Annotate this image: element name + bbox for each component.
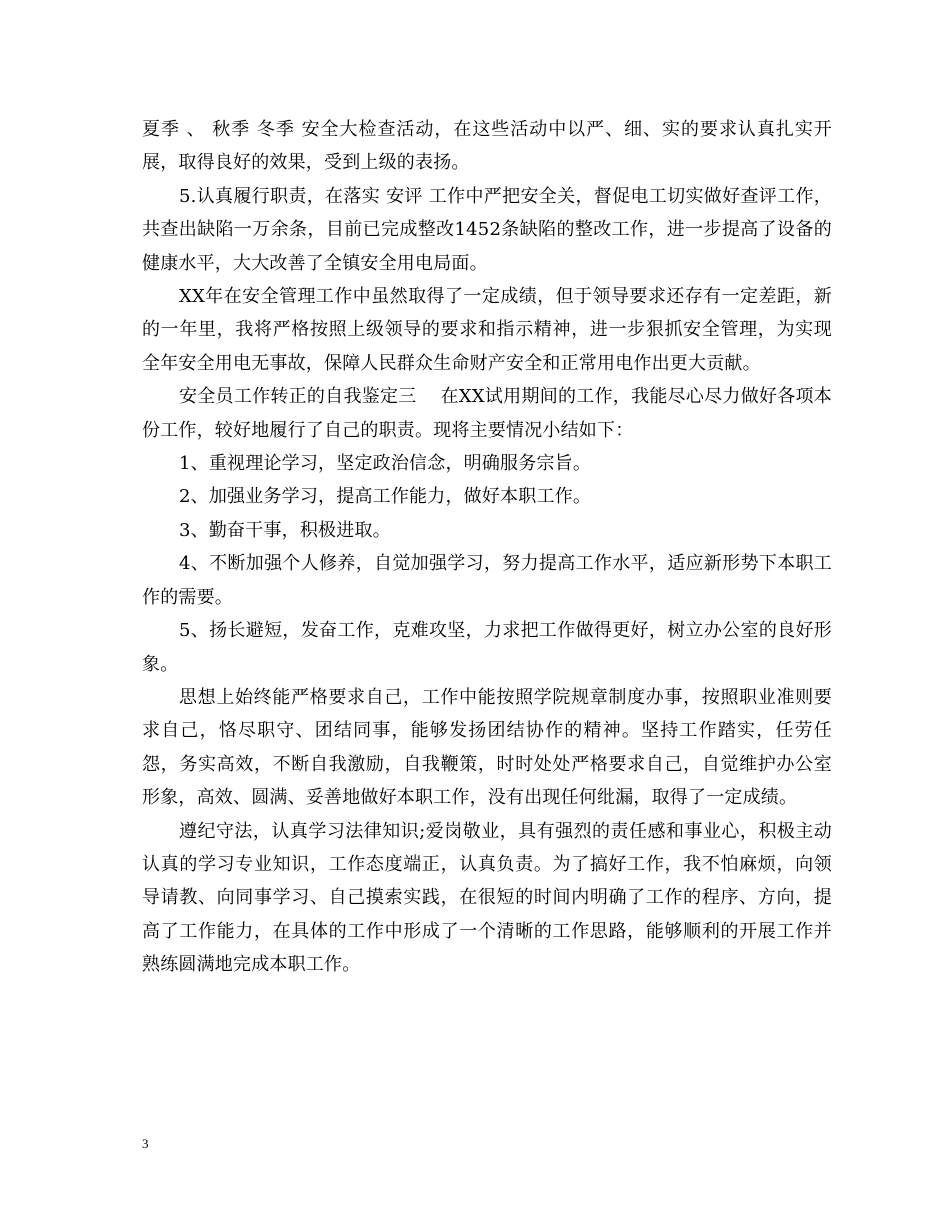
page-number: 3 (142, 1136, 149, 1151)
paragraph-6: 2、加强业务学习，提高工作能力，做好本职工作。 (179, 486, 592, 508)
paragraph-2: 5.认真履行职责，在落实 安评 工作中严把安全关，督促电工切实做好查评工作，共查出缺陷一万余条，目前已完成整改1452条缺陷的整改工作，进一步提高了设备的健康水平，大大改善了全镇安全用电局面。 (142, 185, 832, 274)
paragraph-5: 1、重视理论学习，坚定政治信念，明确服务宗旨。 (179, 453, 592, 475)
paragraph-7: 3、勤奋干事，积极进取。 (179, 519, 391, 541)
paragraph-9: 5、扬长避短，发奋工作，克难攻坚，力求把工作做得更好，树立办公室的良好形象。 (142, 620, 832, 675)
paragraph-8: 4、不断加强个人修养，自觉加强学习，努力提高工作水平，适应新形势下本职工作的需要。 (142, 553, 832, 608)
paragraph-3: XX年在安全管理工作中虽然取得了一定成绩，但于领导要求还存有一定差距，新的一年里，我将严格按照上级领导的要求和指示精神，进一步狠抓安全管理，为实现全年安全用电无事故，保障人民群众生命财产安全和正常用电作出更大贡献。 (142, 286, 832, 374)
paragraph-4: 安全员工作转正的自我鉴定三 在XX试用期间的工作，我能尽心尽力做好各项本份工作，较好地履行了自己的职责。现将主要情况小结如下： (142, 386, 832, 441)
paragraph-11: 遵纪守法，认真学习法律知识;爱岗敬业，具有强烈的责任感和事业心，积极主动认真的学习专业知识，工作态度端正，认真负责。为了搞好工作，我不怕麻烦，向领导请教、向同事学习、自己摸索实践，在很短的时间内明确了工作的程序、方向，提高了工作能力，在具体的工作中形成了一个清晰的工作思路，能够顺利的开展工作并熟练圆满地完成本职工作。 (142, 820, 832, 976)
paragraph-1: 夏季 、 秋季 冬季 安全大检查活动，在这些活动中以严、细、实的要求认真扎实开展，取得良好的效果，受到上级的表扬。 (142, 119, 832, 174)
paragraph-10: 思想上始终能严格要求自己，工作中能按照学院规章制度办事，按照职业准则要求自己，恪尽职守、团结同事，能够发扬团结协作的精神。坚持工作踏实，任劳任怨，务实高效，不断自我激励，自我鞭策，时时处处严格要求自己，自觉维护办公室形象，高效、圆满、妥善地做好本职工作，没有出现任何纰漏，取得了一定成绩。 (142, 686, 832, 809)
document-body (142, 113, 832, 982)
